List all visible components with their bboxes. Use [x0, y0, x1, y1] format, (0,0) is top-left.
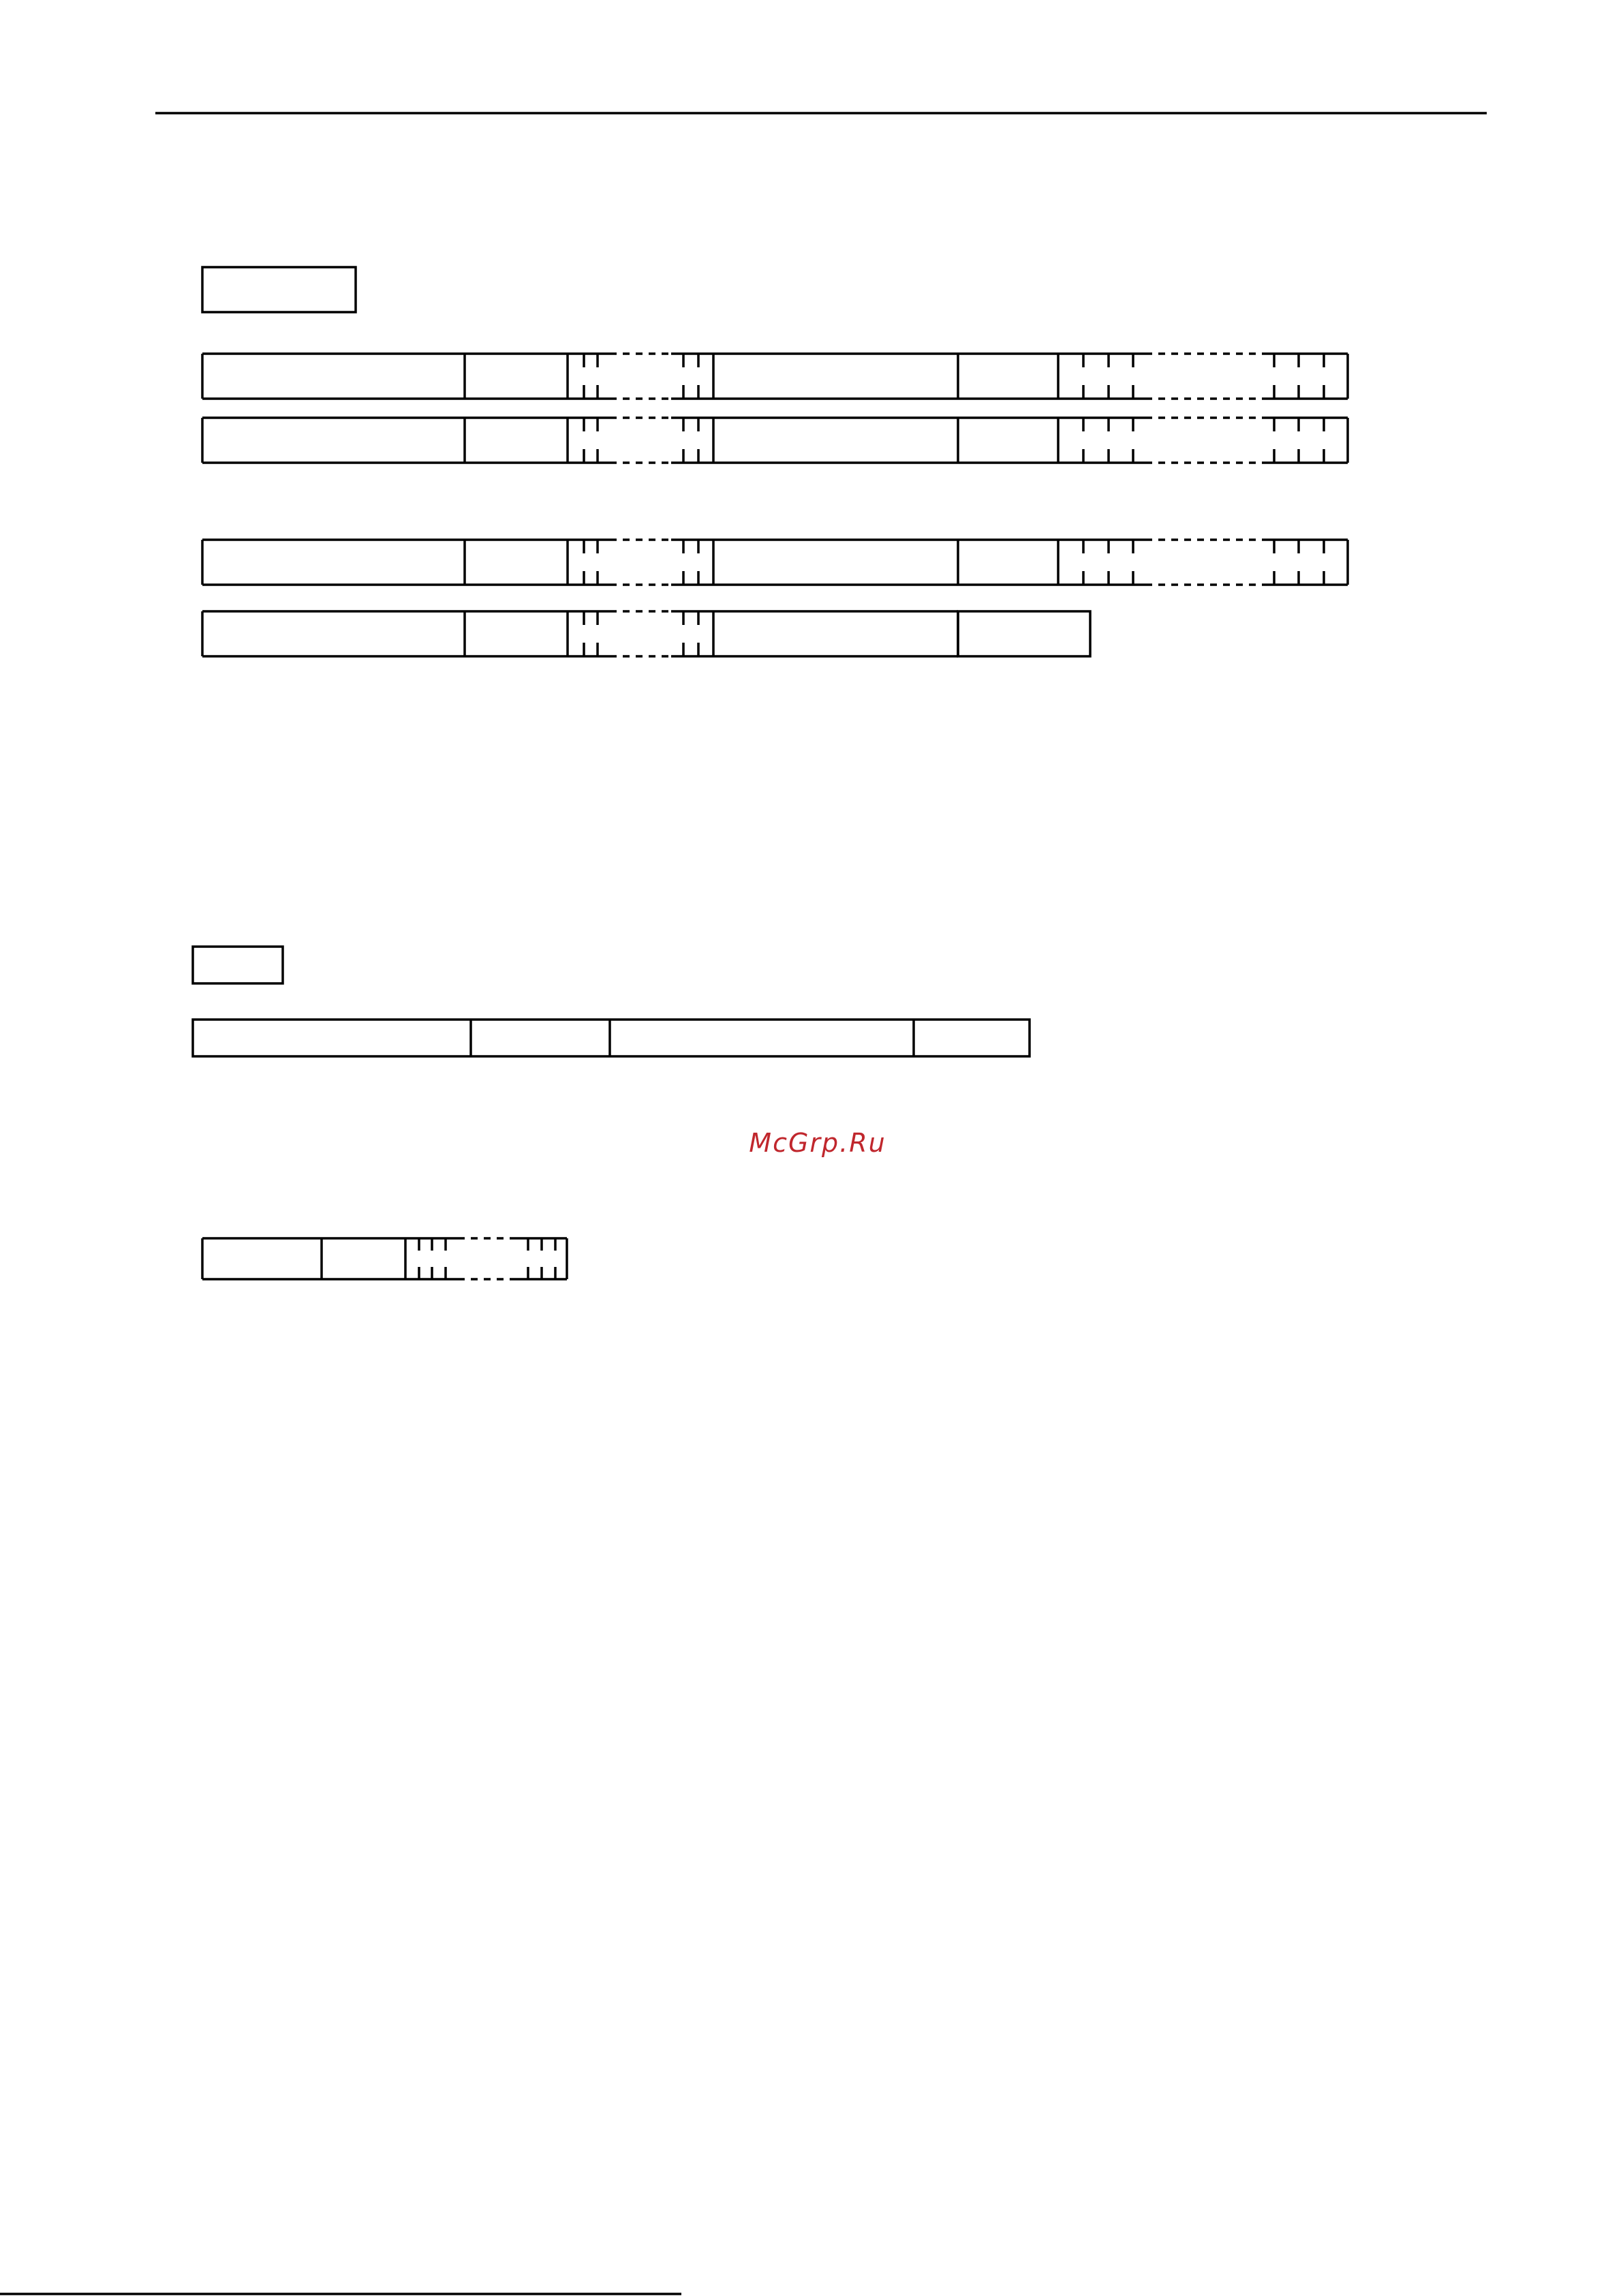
watermark-text: McGrp.Ru	[749, 1128, 886, 1158]
frame-2-row-1-outline	[193, 1020, 1030, 1056]
block-2-header-box	[193, 947, 283, 983]
frame-1-row-4-fcs-box	[958, 611, 1090, 656]
block-1-header-box	[202, 267, 356, 312]
